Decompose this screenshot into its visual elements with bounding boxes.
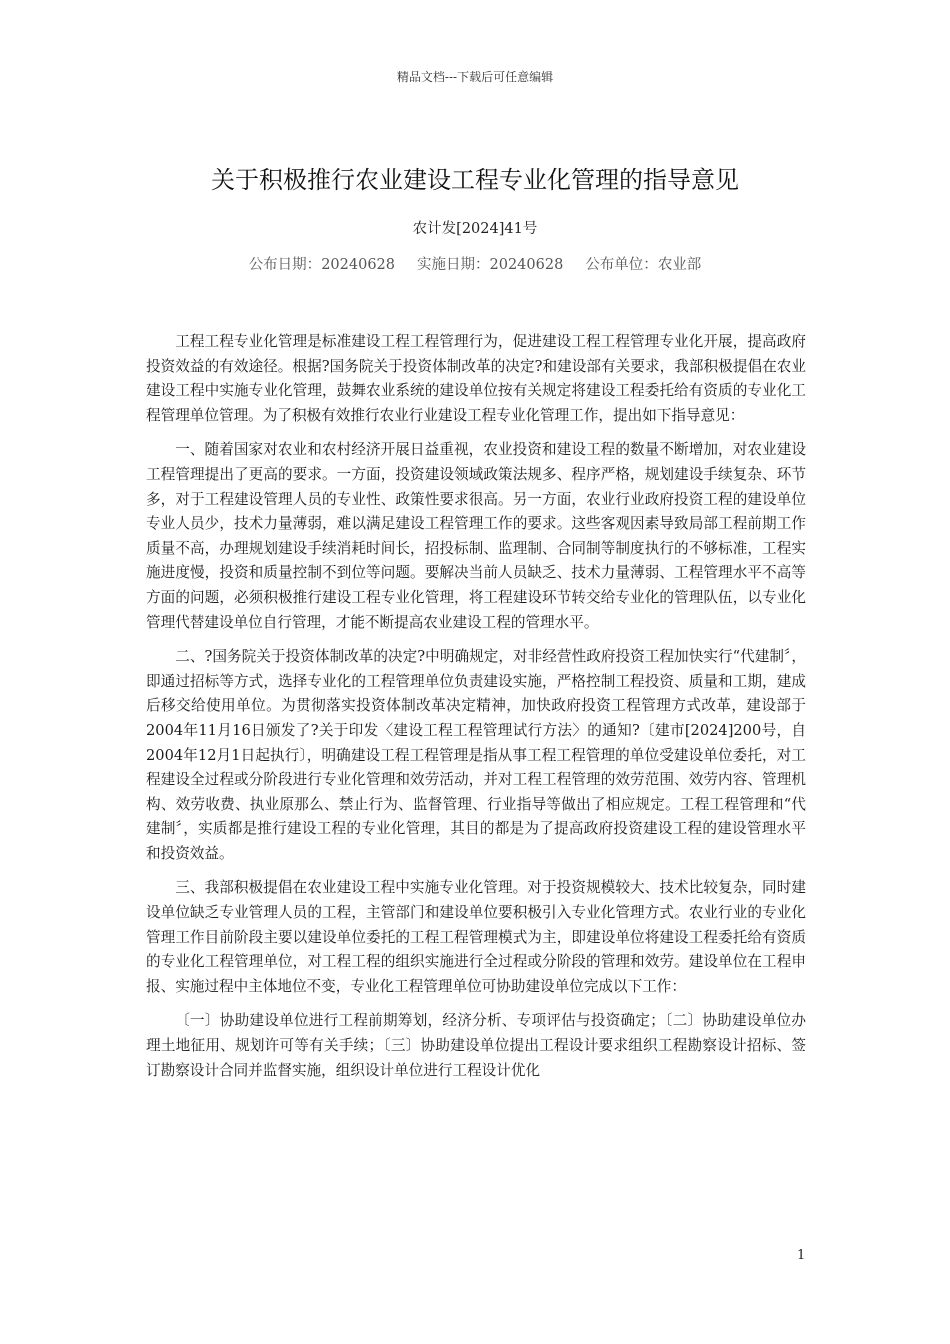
publish-date-label: 公布日期： (248, 257, 322, 273)
issuer: 农业部 (657, 257, 702, 273)
page-number: 1 (797, 1248, 806, 1263)
issuer-label: 公布单位： (585, 257, 658, 273)
paragraph-intro: 工程工程专业化管理是标准建设工程工程管理行为，促进建设工程工程管理专业化开展，提高政府投资效益的有效途径。根据?国务院关于投资体制改革的决定?和建设部有关要求，我部积极提倡在农业建设工程中实施专业化管理，鼓舞农业系统的建设单位按有关规定将建设工程委托给有资质的专业化工程管理单位管理。为了积极有效推行农业行业建设工程专业化管理工作，提出如下指导意见： (146, 333, 806, 424)
paragraph-section-3-items: 〔一〕协助建设单位进行工程前期筹划，经济分析、专项评估与投资确定；〔二〕协助建设单位办理土地征用、规划许可等有关手续；〔三〕协助建设单位提出工程设计要求组织工程勘察设计招标、签订勘察设计合同并监督实施，组织设计单位进行工程设计优化 (146, 1012, 806, 1079)
header-note: 精品文档---下载后可任意编辑 (396, 70, 554, 84)
paragraph-section-1: 一、随着国家对农业和农村经济开展日益重视，农业投资和建设工程的数量不断增加，对农业建设工程管理提出了更高的要求。一方面，投资建设领域政策法规多、程序严格，规划建设手续复杂、环节多，对于工程建设管理人员的专业性、政策性要求很高。另一方面，农业行业政府投资工程的建设单位专业人员少，技术力量薄弱，难以满足建设工程管理工作的要求。这些客观因素导致局部工程前期工作质量不高，办理规划建设手续消耗时间长，招投标制、监理制、合同制等制度执行的不够标准，工程实施进度慢，投资和质量控制不到位等问题。要解决当前人员缺乏、技术力量薄弱、工程管理水平不高等方面的问题，必须积极推行建设工程专业化管理，将工程建设环节转交给专业化的管理队伍，以专业化管理代替建设单位自行管理，才能不断提高农业建设工程的管理水平。 (146, 441, 806, 631)
publish-date: 20240628 (321, 257, 395, 273)
effective-date-label: 实施日期： (417, 257, 490, 273)
document-title: 关于积极推行农业建设工程专业化管理的指导意见 (211, 166, 739, 194)
document-meta (0, 253, 950, 274)
document-number: 农计发[2024]41号 (412, 221, 538, 237)
paragraph-section-2: 二、?国务院关于投资体制改革的决定?中明确规定，对非经营性政府投资工程加快实行“代建制〞，即通过招标等方式，选择专业化的工程管理单位负责建设实施，严格控制工程投资、质量和工期，建成后移交给使用单位。为贯彻落实投资体制改革决定精神，加快政府投资工程管理方式改革，建设部于2004年11月16日颁发了?关于印发〈建设工程工程管理试行方法〉的通知?〔建市[2024]200号，自2004年12月1日起执行〕，明确建设工程工程管理是指从事工程工程管理的单位受建设单位委托，对工程建设全过程或分阶段进行专业化管理和效劳活动，并对工程工程管理的效劳范围、效劳内容、管理机构、效劳收费、执业原那么、禁止行为、监督管理、行业指导等做出了相应规定。工程工程管理和“代建制〞，实质都是推行建设工程的专业化管理，其目的都是为了提高政府投资建设工程的建设管理水平和投资效益。 (146, 648, 806, 862)
document-body (146, 330, 806, 1093)
paragraph-section-3: 三、我部积极提倡在农业建设工程中实施专业化管理。对于投资规模较大、技术比较复杂，同时建设单位缺乏专业管理人员的工程，主管部门和建设单位要积极引入专业化管理方式。农业行业的专业化管理工作目前阶段主要以建设单位委托的工程工程管理模式为主，即建设单位将建设工程委托给有资质的专业化工程管理单位，对工程工程的组织实施进行全过程或分阶段的管理和效劳。建设单位在工程申报、实施过程中主体地位不变，专业化工程管理单位可协助建设单位完成以下工作： (146, 879, 806, 995)
effective-date: 20240628 (489, 257, 564, 273)
